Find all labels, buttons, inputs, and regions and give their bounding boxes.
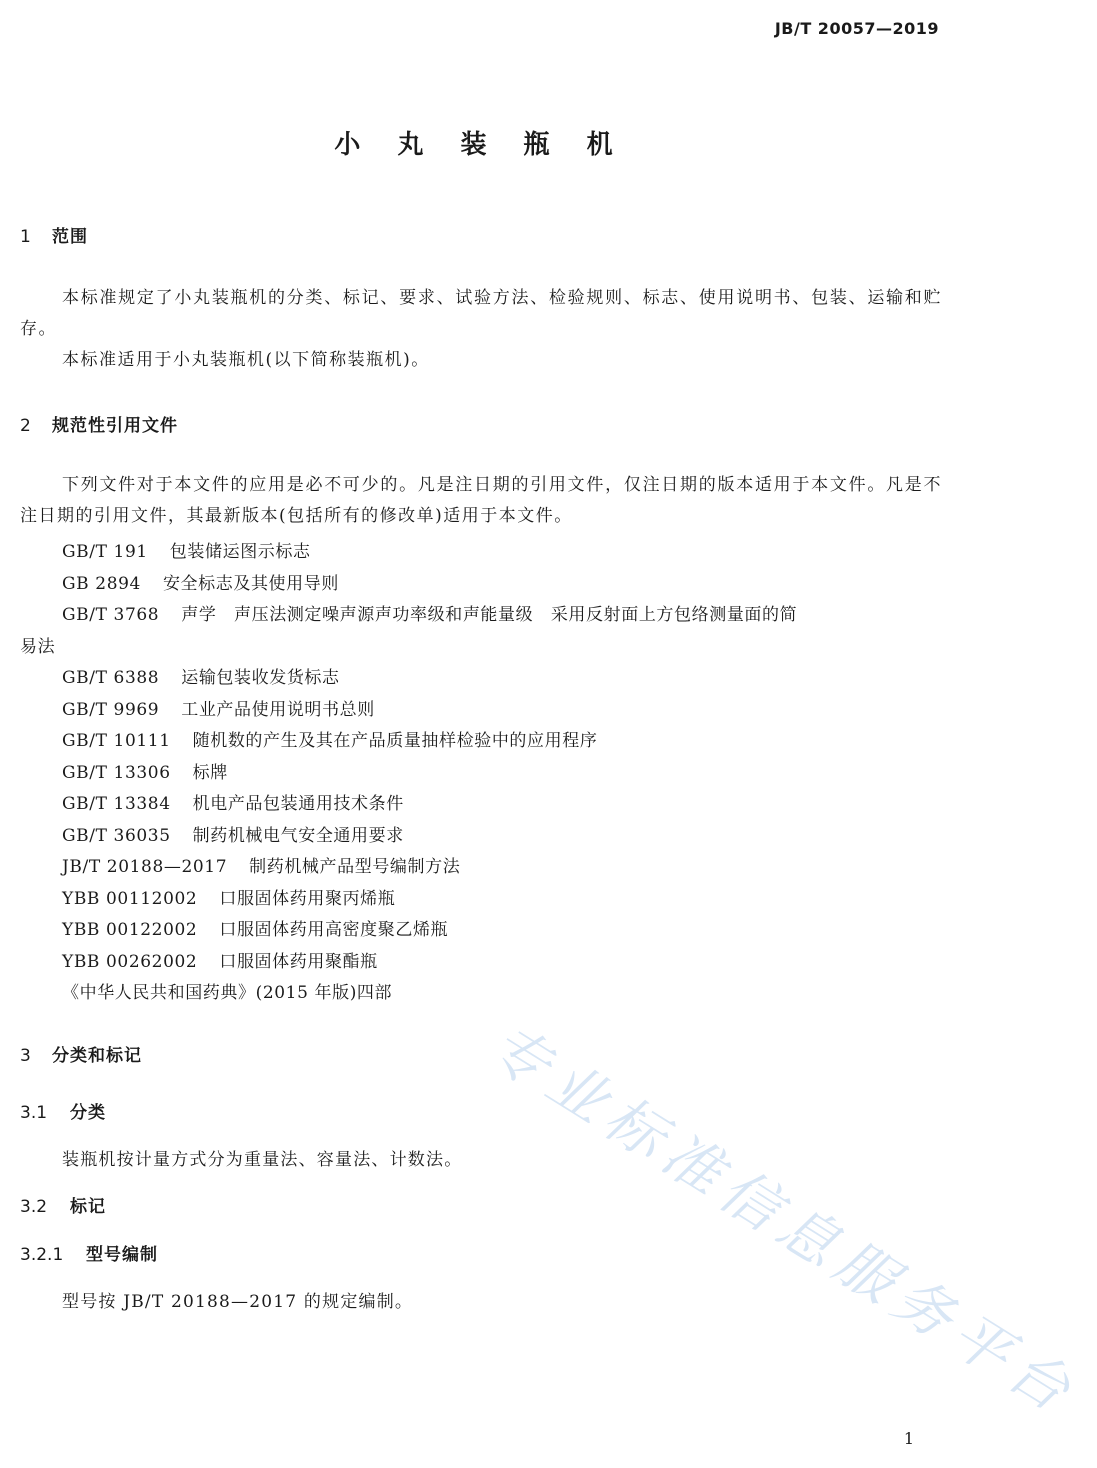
reference-title: 易法 bbox=[20, 636, 56, 657]
reference-code: GB/T 36035 bbox=[62, 825, 171, 846]
reference-item bbox=[62, 695, 375, 720]
reference-code: YBB 00122002 bbox=[62, 920, 198, 940]
reference-item bbox=[62, 600, 797, 625]
section-1-heading bbox=[20, 222, 88, 247]
reference-title: 口服固体药用高密度聚乙烯瓶 bbox=[219, 920, 449, 940]
classification-paragraph: 装瓶机按计量方式分为重量法、容量法、计数法。 bbox=[62, 1150, 463, 1170]
section-3-1-heading bbox=[20, 1098, 106, 1123]
section-3-2-heading bbox=[20, 1192, 106, 1217]
section-number: 3.2 bbox=[20, 1197, 48, 1217]
section-2-heading bbox=[20, 411, 178, 436]
reference-item bbox=[62, 915, 448, 940]
reference-item bbox=[62, 852, 460, 877]
reference-code: JB/T 20188—2017 bbox=[62, 857, 228, 877]
reference-title: 随机数的产生及其在产品质量抽样检验中的应用程序 bbox=[192, 731, 598, 751]
reference-title: 口服固体药用聚丙烯瓶 bbox=[219, 888, 396, 909]
model-numbering-paragraph: 型号按 JB/T 20188—2017 的规定编制。 bbox=[62, 1292, 414, 1312]
section-number: 2 bbox=[20, 416, 31, 436]
reference-item bbox=[62, 537, 311, 562]
reference-title: 制药机械电气安全通用要求 bbox=[192, 825, 404, 846]
section-3-heading bbox=[20, 1041, 142, 1066]
reference-code: GB/T 10111 bbox=[62, 731, 171, 751]
reference-item bbox=[62, 569, 339, 594]
reference-code: GB/T 3768 bbox=[62, 605, 160, 625]
reference-item bbox=[20, 632, 55, 657]
reference-code: GB/T 191 bbox=[62, 542, 148, 562]
page-number: 1 bbox=[903, 1429, 914, 1448]
reference-item bbox=[62, 884, 395, 909]
reference-code: GB 2894 bbox=[62, 573, 141, 594]
reference-title: 声学 声压法测定噪声源声功率级和声能量级 采用反射面上方包络测量面的简 bbox=[181, 605, 798, 625]
reference-title: 《中华人民共和国药典》(2015 年版)四部 bbox=[62, 983, 393, 1003]
reference-code: GB/T 6388 bbox=[62, 668, 160, 688]
section-title: 型号编制 bbox=[86, 1245, 158, 1265]
document-title: 小 丸 装 瓶 机 bbox=[334, 130, 627, 160]
scope-paragraph-1: 本标准规定了小丸装瓶机的分类、标记、要求、试验方法、检验规则、标志、使用说明书、包装、运输和贮存。 bbox=[20, 288, 942, 339]
section-title: 规范性引用文件 bbox=[52, 416, 178, 436]
reference-title: 口服固体药用聚酯瓶 bbox=[219, 951, 378, 972]
section-title: 标记 bbox=[70, 1197, 106, 1217]
reference-item bbox=[62, 663, 340, 688]
reference-item bbox=[62, 978, 392, 1003]
reference-title: 安全标志及其使用导则 bbox=[162, 573, 339, 594]
reference-code: GB/T 13306 bbox=[62, 762, 171, 783]
reference-code: YBB 00262002 bbox=[62, 951, 198, 972]
normative-references-intro: 下列文件对于本文件的应用是必不可少的。凡是注日期的引用文件，仅注日期的版本适用于本文件。凡是不注日期的引用文件，其最新版本(包括所有的修改单)适用于本文件。 bbox=[20, 475, 942, 526]
reference-code: GB/T 13384 bbox=[62, 794, 171, 814]
section-number: 1 bbox=[20, 227, 31, 247]
reference-title: 制药机械产品型号编制方法 bbox=[249, 857, 461, 877]
reference-item bbox=[62, 821, 404, 846]
section-3-2-1-heading bbox=[20, 1240, 158, 1265]
section-title: 范围 bbox=[52, 227, 88, 247]
section-title: 分类和标记 bbox=[52, 1046, 142, 1066]
standard-code: JB/T 20057—2019 bbox=[774, 19, 939, 38]
reference-item bbox=[62, 789, 404, 814]
section-number: 3 bbox=[20, 1046, 31, 1066]
reference-title: 机电产品包装通用技术条件 bbox=[192, 794, 404, 814]
reference-code: GB/T 9969 bbox=[62, 699, 160, 720]
reference-title: 运输包装收发货标志 bbox=[181, 668, 340, 688]
section-number: 3.2.1 bbox=[20, 1245, 64, 1265]
reference-title: 包装储运图示标志 bbox=[169, 542, 311, 562]
scope-paragraph-2: 本标准适用于小丸装瓶机(以下简称装瓶机)。 bbox=[62, 350, 430, 370]
reference-item bbox=[62, 758, 228, 783]
reference-item bbox=[62, 726, 597, 751]
reference-code: YBB 00112002 bbox=[62, 888, 198, 909]
reference-title: 标牌 bbox=[192, 762, 228, 783]
section-number: 3.1 bbox=[20, 1103, 48, 1123]
reference-title: 工业产品使用说明书总则 bbox=[181, 699, 375, 720]
section-title: 分类 bbox=[70, 1103, 106, 1123]
reference-item bbox=[62, 947, 378, 972]
watermark: 专业标准信息服务平台 bbox=[477, 1011, 1090, 1430]
